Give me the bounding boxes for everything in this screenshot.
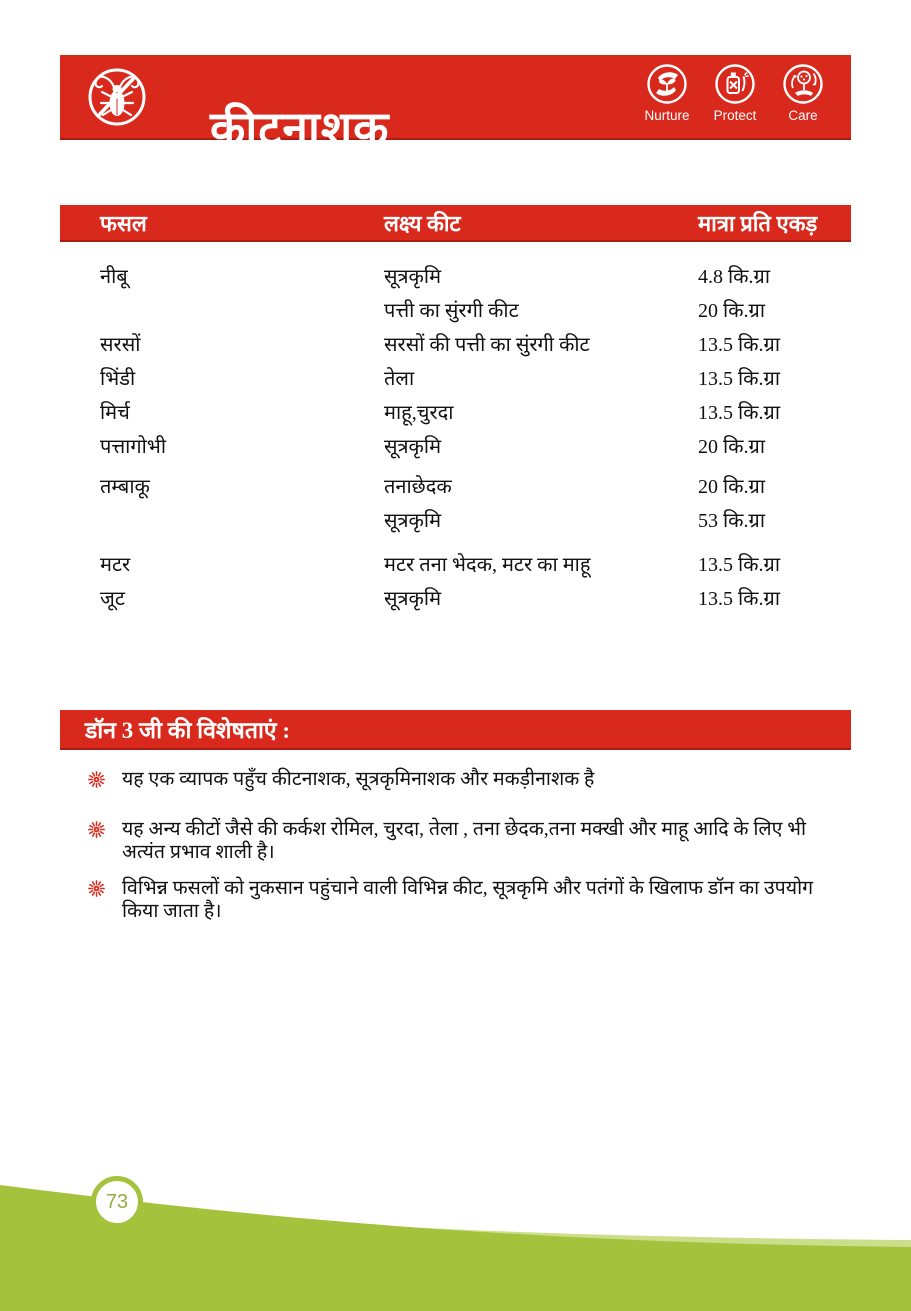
cell-qty: 4.8 कि.ग्रा bbox=[698, 265, 770, 288]
no-insect-icon bbox=[86, 66, 148, 128]
cell-pest: सूत्रकृमि bbox=[384, 587, 442, 610]
cell-pest: सरसों की पत्ती का सुंरगी कीट bbox=[384, 333, 590, 356]
sunburst-bullet-icon bbox=[88, 880, 105, 897]
feature-item bbox=[88, 877, 836, 923]
table-row bbox=[60, 360, 851, 394]
feature-item bbox=[88, 768, 836, 791]
cell-qty: 13.5 कि.ग्रा bbox=[698, 587, 780, 610]
sunburst-bullet-icon bbox=[88, 821, 105, 838]
page-number: 73 bbox=[105, 1190, 129, 1213]
table-row bbox=[60, 292, 851, 326]
badge-label-protect: Protect bbox=[713, 108, 757, 123]
feature-text: यह अन्य कीटों जैसे की कर्कश रोमिल, चुरदा, तेला , तना छेदक,तना मक्खी और माहू आदि के लिए भी अत्यंत प्रभाव शाली है। bbox=[122, 819, 807, 863]
cell-qty: 20 कि.ग्रा bbox=[698, 475, 765, 498]
features-list bbox=[88, 768, 836, 923]
table-row bbox=[60, 580, 851, 614]
cell-pest: सूत्रकृमि bbox=[384, 435, 442, 458]
dosage-table bbox=[60, 258, 851, 614]
table-row bbox=[60, 428, 851, 462]
page-title: कीटनाशक bbox=[210, 103, 390, 155]
table-row bbox=[60, 326, 851, 360]
features-heading: डॉन 3 जी की विशेषताएं : bbox=[85, 718, 291, 743]
cell-crop: मिर्च bbox=[100, 401, 130, 424]
table-row bbox=[60, 502, 851, 536]
cell-pest: पत्ती का सुंरगी कीट bbox=[384, 299, 519, 322]
badge-protect bbox=[707, 63, 763, 123]
cell-crop: तम्बाकू bbox=[100, 475, 150, 498]
cell-crop: जूट bbox=[100, 587, 125, 610]
feature-item bbox=[88, 818, 836, 864]
cell-crop: भिंडी bbox=[100, 367, 136, 390]
cell-pest: सूत्रकृमि bbox=[384, 509, 442, 532]
cell-qty: 13.5 कि.ग्रा bbox=[698, 367, 780, 390]
table-header-crop: फसल bbox=[100, 210, 147, 236]
table-row bbox=[60, 394, 851, 428]
header-banner bbox=[60, 55, 851, 155]
sunburst-bullet-icon bbox=[88, 771, 105, 788]
cell-qty: 13.5 कि.ग्रा bbox=[698, 553, 780, 576]
feature-text: विभिन्न फसलों को नुकसान पहुंचाने वाली विभिन्न कीट, सूत्रकृमि और पतंगों के खिलाफ डॉन का उपयोग किया जाता है। bbox=[122, 878, 814, 922]
cell-pest: मटर तना भेदक, मटर का माहू bbox=[384, 553, 591, 576]
table-header-qty: मात्रा प्रति एकड़ bbox=[698, 210, 818, 236]
protect-sprayer-icon bbox=[714, 63, 756, 105]
table-row bbox=[60, 468, 851, 502]
cell-crop: नीबू bbox=[100, 265, 128, 288]
nurture-hands-icon bbox=[646, 63, 688, 105]
cell-pest: सूत्रकृमि bbox=[384, 265, 442, 288]
cell-qty: 53 कि.ग्रा bbox=[698, 509, 765, 532]
badge-label-nurture: Nurture bbox=[644, 108, 690, 123]
cell-crop: मटर bbox=[100, 553, 131, 576]
cell-pest: तेला bbox=[384, 367, 415, 390]
page-number-badge bbox=[91, 1176, 143, 1228]
badge-label-care: Care bbox=[788, 108, 818, 123]
table-row bbox=[60, 546, 851, 580]
badge-care bbox=[775, 63, 831, 123]
table-header-row bbox=[60, 205, 851, 242]
features-heading-bar bbox=[60, 710, 851, 750]
cell-pest: तनाछेदक bbox=[384, 475, 452, 498]
badge-nurture bbox=[639, 63, 695, 123]
cell-qty: 20 कि.ग्रा bbox=[698, 435, 765, 458]
cell-crop: पत्तागोभी bbox=[100, 435, 167, 458]
cell-crop: सरसों bbox=[100, 333, 141, 356]
feature-text: यह एक व्यापक पहुँच कीटनाशक, सूत्रकृमिनाशक और मकड़ीनाशक है bbox=[122, 769, 595, 790]
care-tree-icon bbox=[782, 63, 824, 105]
table-row bbox=[60, 258, 851, 292]
cell-qty: 20 कि.ग्रा bbox=[698, 299, 765, 322]
cell-qty: 13.5 कि.ग्रा bbox=[698, 401, 780, 424]
brand-badges bbox=[639, 63, 831, 123]
table-header-pest: लक्ष्य कीट bbox=[384, 210, 461, 236]
cell-pest: माहू,चुरदा bbox=[384, 401, 454, 424]
cell-qty: 13.5 कि.ग्रा bbox=[698, 333, 780, 356]
